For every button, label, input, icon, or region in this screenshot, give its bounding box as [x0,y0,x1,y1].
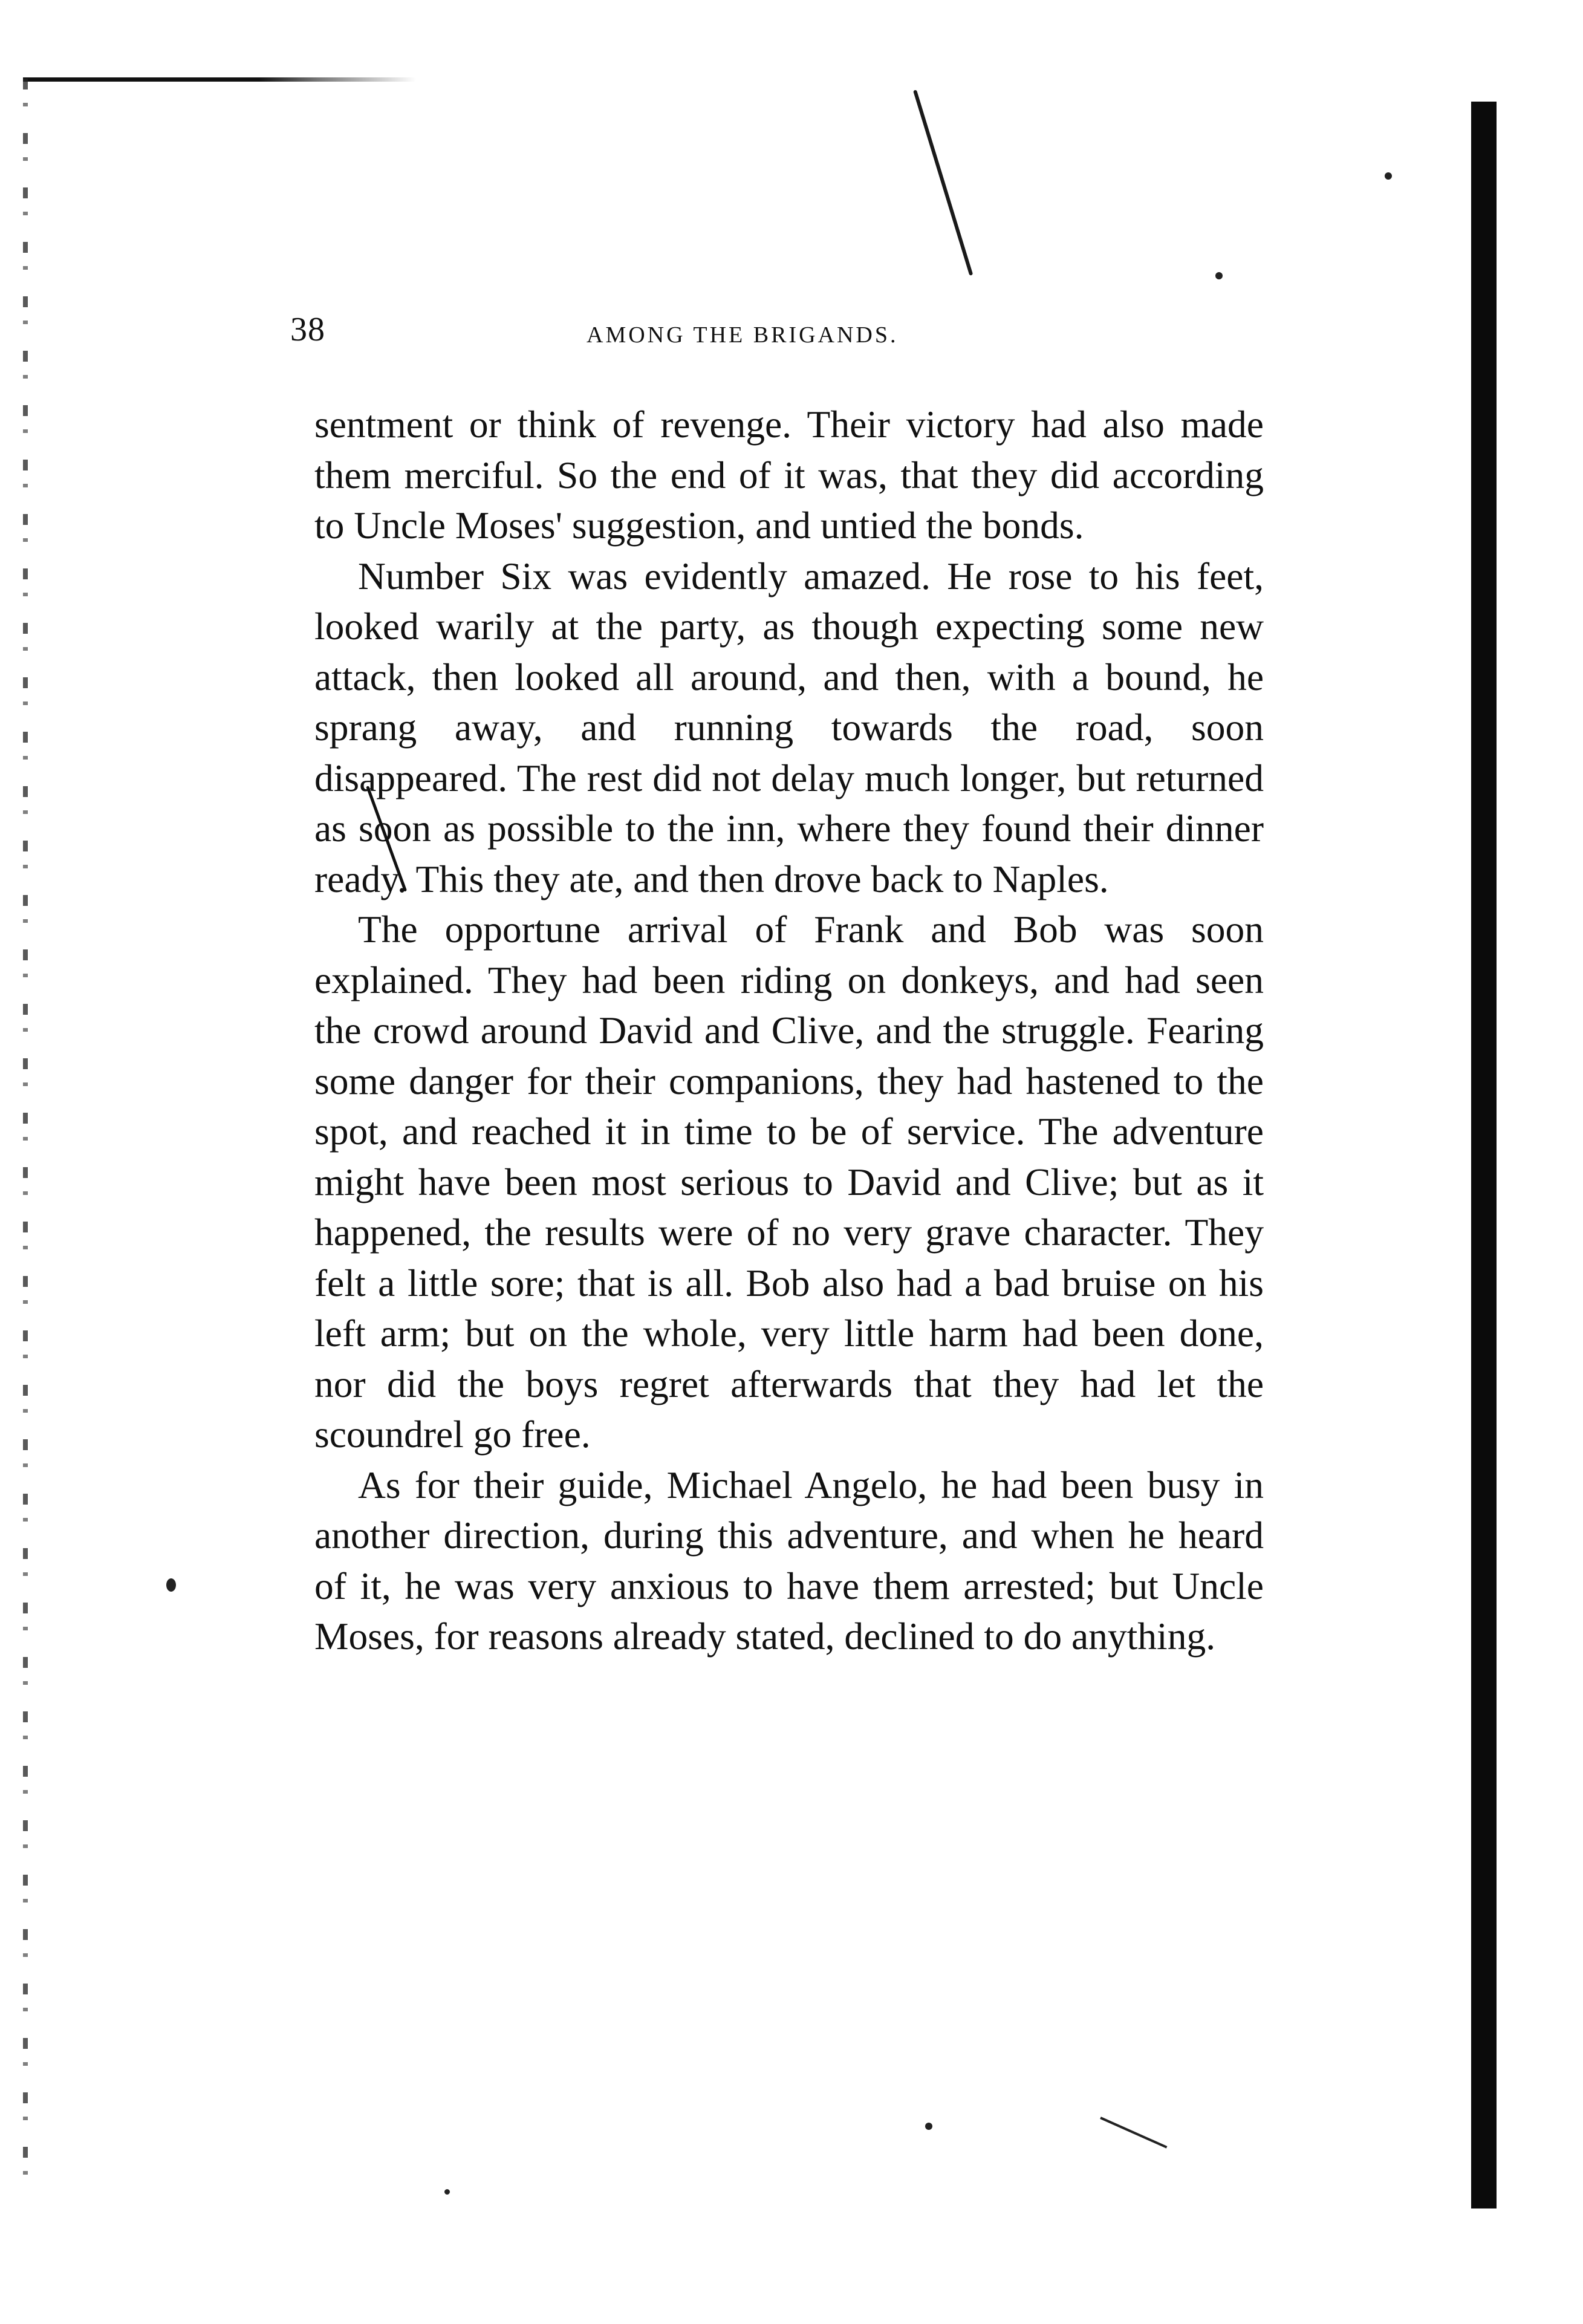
scan-speck [925,2123,932,2130]
page-number: 38 [290,311,325,348]
scan-speck [1385,172,1392,180]
scan-edge-top [23,77,416,82]
scan-speck [166,1578,176,1592]
paragraph: Number Six was evidently amazed. He rose to his feet, looked warily at the party, as though expecting some new attack, then looked all around, and then, with a bound, he sprang away, and running towards the road, soon disappeared. The rest did not delay much longer, but returned as soon as possible to the inn, where they found their dinner ready. This they ate, and then drove back to Naples. [314,554,1264,900]
paragraph: The opportune arrival of Frank and Bob was soon explained. They had been riding on donkeys, and had seen the crowd around David and Clive, and the struggle. Fearing some danger for their companions, they had hastened to the spot, and reached it in time to be of service. The adventure might have been most serious to David and Clive; but as it happened, the results were of no very grave character. They felt a little sore; that is all. Bob also had a bad bruise on his left arm; but on the whole, very little harm had been done, nor did the boys regret afterwards that they had let the scoundrel go free. [314,908,1264,1456]
body-text [314,399,1264,1662]
running-head [290,308,1270,363]
pen-mark [913,90,973,276]
running-title: AMONG THE BRIGANDS. [587,322,899,348]
scan-edge-right [1471,102,1497,2208]
pen-mark [1100,2117,1167,2148]
scan-edge-left [23,79,28,2177]
paragraph: sentment or think of revenge. Their victory had also made them merciful. So the end of it was, that they did according to Uncle Moses' suggestion, and untied the bonds. [314,403,1264,547]
scan-speck [444,2189,450,2195]
paragraph: As for their guide, Michael Angelo, he had been busy in another direction, during this adventure, and when he heard of it, he was very anxious to have them arrested; but Uncle Moses, for reasons already stated, declined to do anything. [314,1463,1264,1658]
scan-speck [1215,272,1223,279]
